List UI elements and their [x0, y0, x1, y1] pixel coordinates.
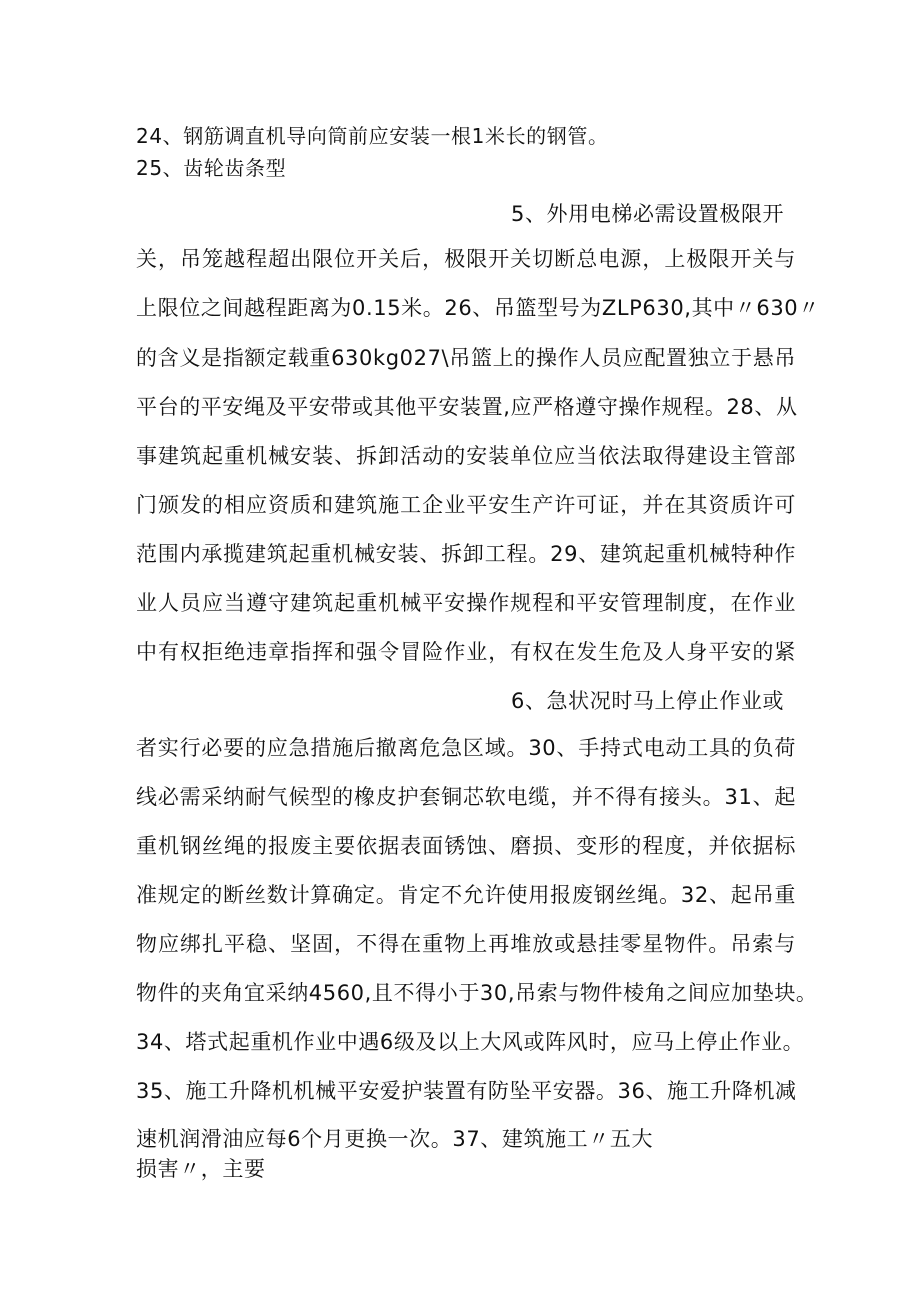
text-line-11: 业人员应当遵守建筑起重机械平安操作规程和平安管理制度，在作业	[136, 591, 796, 615]
text-line-16: 重机钢丝绳的报废主要依据表面锈蚀、磨损、变形的程度，并依据标	[136, 834, 796, 858]
text-line-22: 速机润滑油应每6个月更换一次。37、建筑施工〃五大	[136, 1127, 654, 1151]
text-line-20: 34、塔式起重机作业中遇6级及以上大风或阵风时，应马上停止作业。	[136, 1030, 805, 1054]
text-line-7: 平台的平安绳及平安带或其他平安装置,应严格遵守操作规程。28、从	[136, 395, 798, 419]
text-line-14: 者实行必要的应急措施后撤离危急区域。30、手持式电动工具的负荷	[136, 736, 796, 760]
text-line-21: 35、施工升降机机械平安爱护装置有防坠平安器。36、施工升降机减	[136, 1079, 797, 1103]
text-line-23: 损害〃，主要	[136, 1157, 266, 1181]
text-line-10: 范围内承揽建筑起重机械安装、拆卸工程。29、建筑起重机械特种作	[136, 542, 796, 566]
text-line-15: 线必需采纳耐气候型的橡皮护套铜芯软电缆，并不得有接头。31、起	[136, 785, 796, 809]
text-line-8: 事建筑起重机械安装、拆卸活动的安装单位应当依法取得建设主管部	[136, 444, 796, 468]
text-line-12: 中有权拒绝违章指挥和强令冒险作业，有权在发生危及人身平安的紧	[136, 640, 796, 664]
text-line-4: 关，吊笼越程超出限位开关后，极限开关切断总电源，上极限开关与	[136, 247, 796, 271]
text-line-13: 6、急状况时马上停止作业或	[511, 689, 785, 713]
text-line-5: 上限位之间越程距离为0.15米。26、吊篮型号为ZLP630,其中〃630〃	[136, 296, 820, 320]
text-line-2: 25、齿轮齿条型	[136, 156, 287, 180]
text-line-6: 的含义是指额定载重630kg027\吊篮上的操作人员应配置独立于悬吊	[136, 346, 796, 370]
text-line-1: 24、钢筋调直机导向筒前应安装一根1米长的钢管。	[136, 124, 609, 148]
text-line-3: 5、外用电梯必需设置极限开	[511, 202, 785, 226]
text-line-9: 门颁发的相应资质和建筑施工企业平安生产许可证，并在其资质许可	[136, 493, 796, 517]
text-line-17: 准规定的断丝数计算确定。肯定不允许使用报废钢丝绳。32、起吊重	[136, 883, 796, 907]
text-line-19: 物件的夹角宜采纳4560,且不得小于30,吊索与物件棱角之间应加垫块。	[136, 981, 818, 1005]
text-line-18: 物应绑扎平稳、坚固，不得在重物上再堆放或悬挂零星物件。吊索与	[136, 932, 796, 956]
